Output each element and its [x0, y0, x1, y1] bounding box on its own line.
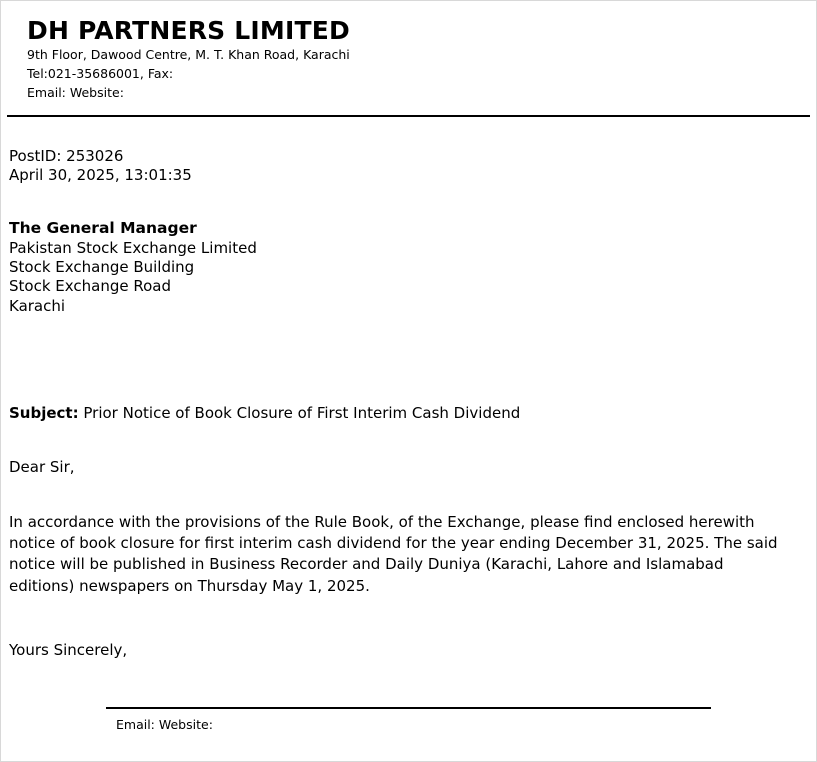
salutation: Dear Sir, — [9, 457, 75, 476]
document-meta — [9, 147, 808, 187]
subject-line — [9, 404, 808, 422]
recipient-city: Karachi — [9, 296, 66, 315]
company-email-website: Email: Website: — [27, 85, 124, 101]
header-divider — [7, 115, 810, 117]
subject-label: Subject: — [9, 403, 79, 422]
page-footer — [1, 707, 816, 753]
footer-divider — [106, 707, 711, 709]
footer-email-website: Email: Website: — [116, 717, 213, 732]
company-address: 9th Floor, Dawood Centre, M. T. Khan Road, Karachi — [27, 46, 350, 62]
company-name: DH PARTNERS LIMITED — [27, 16, 350, 45]
recipient-building: Stock Exchange Building — [9, 258, 195, 277]
subject-text: Prior Notice of Book Closure of First Interim Cash Dividend — [83, 403, 521, 422]
recipient-street: Stock Exchange Road — [9, 277, 171, 296]
recipient-block — [9, 219, 808, 316]
company-phone-fax: Tel:021-35686001, Fax: — [27, 65, 174, 81]
signoff: Yours Sincerely, — [9, 640, 128, 659]
recipient-title: The General Manager — [9, 219, 197, 238]
post-datetime: April 30, 2025, 13:01:35 — [9, 166, 192, 185]
post-id: PostID: 253026 — [9, 146, 124, 165]
recipient-organization: Pakistan Stock Exchange Limited — [9, 239, 257, 258]
body-paragraph: In accordance with the provisions of the Rule Book, of the Exchange, please find enclosed herewith notice of book closure for first interim cash dividend for the year ending December 31, 2025. The said notice will be published in Business Recorder and Daily Duniya (Karachi, Lahore and Islamabad editions) newspapers on Thursday May 1, 2025. — [9, 512, 778, 595]
letter-body — [1, 147, 816, 659]
letterhead — [1, 1, 816, 117]
